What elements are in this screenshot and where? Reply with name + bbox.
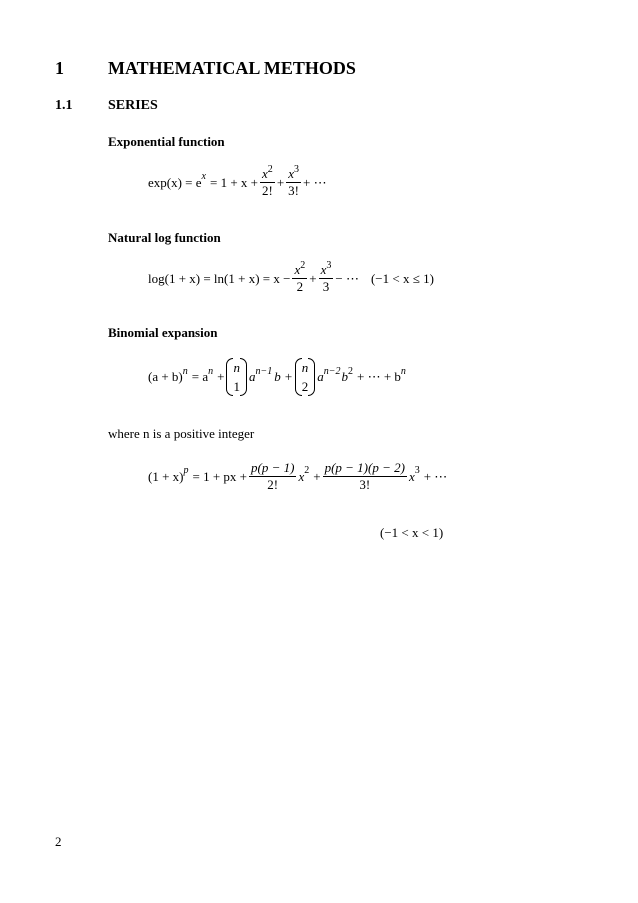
section-number: 1 xyxy=(55,58,64,78)
natural-log-equation xyxy=(148,262,434,295)
gen-lhs: (1 + x) xyxy=(148,468,184,484)
log-tail: − ⋯ xyxy=(335,270,359,286)
section-title: MATHEMATICAL METHODS xyxy=(108,58,356,78)
exponential-heading: Exponential function xyxy=(108,134,225,149)
exp-lhs: exp(x) = e xyxy=(148,174,202,190)
binom-tail: + ⋯ + b xyxy=(357,369,401,384)
log-fraction-1: $\frac{x^2}{2}$ xyxy=(294,260,306,294)
exp-tail: + ⋯ xyxy=(303,174,327,190)
exp-fraction-2: $\frac{x^3}{3!}$ xyxy=(288,164,300,198)
gen-fraction-1: $\frac{p(p - 1)}{2!}$ xyxy=(251,460,295,492)
general-binomial-equation: (1 + x) p = 1 + px + $\frac{p(p - 1)}{2!}$ x 2 + $\frac{p(p - 1)(p - 2)}{3!}$ x 3 + ⋯ xyxy=(148,460,448,492)
subsection-number: 1.1 xyxy=(55,98,73,113)
log-fraction-2: $\frac{x^3}{3}$ xyxy=(320,260,332,294)
exp-fraction-1: $\frac{x^2}{2!}$ xyxy=(261,164,273,198)
natural-log-heading: Natural log function xyxy=(108,230,221,245)
binomial-heading: Binomial expansion xyxy=(108,325,218,340)
log-plus: + xyxy=(309,270,317,286)
where-text: where n is a positive integer xyxy=(108,426,255,441)
exp-lhs-sup: x xyxy=(201,171,206,182)
binomial-equation: (a + b) n = a n + n 1 a n−1 b + n 2 a n−2 b 2 + ⋯ + b n xyxy=(148,360,406,394)
subsection-title: SERIES xyxy=(108,98,158,113)
log-range: (−1 < x ≤ 1) xyxy=(370,270,434,286)
exp-mid: = 1 + x + xyxy=(209,174,258,190)
page-number: 2 xyxy=(55,834,62,849)
binomial-coefficient-1: n 1 xyxy=(226,358,247,396)
gen-fraction-2: $\frac{p(p - 1)(p - 2)}{3!}$ xyxy=(324,460,405,492)
binomial-coefficient-2: n 2 xyxy=(295,358,316,396)
binom-lhs: (a + b) xyxy=(148,369,183,384)
general-binomial-range: (−1 < x < 1) xyxy=(380,525,444,540)
gen-mid: = 1 + px + xyxy=(192,468,247,484)
exp-plus: + xyxy=(276,174,285,190)
binom-eq: = a xyxy=(191,369,209,384)
exponential-equation xyxy=(148,166,327,199)
log-lhs: log(1 + x) = ln(1 + x) = x − xyxy=(148,270,291,286)
gen-tail: + ⋯ xyxy=(423,468,448,484)
